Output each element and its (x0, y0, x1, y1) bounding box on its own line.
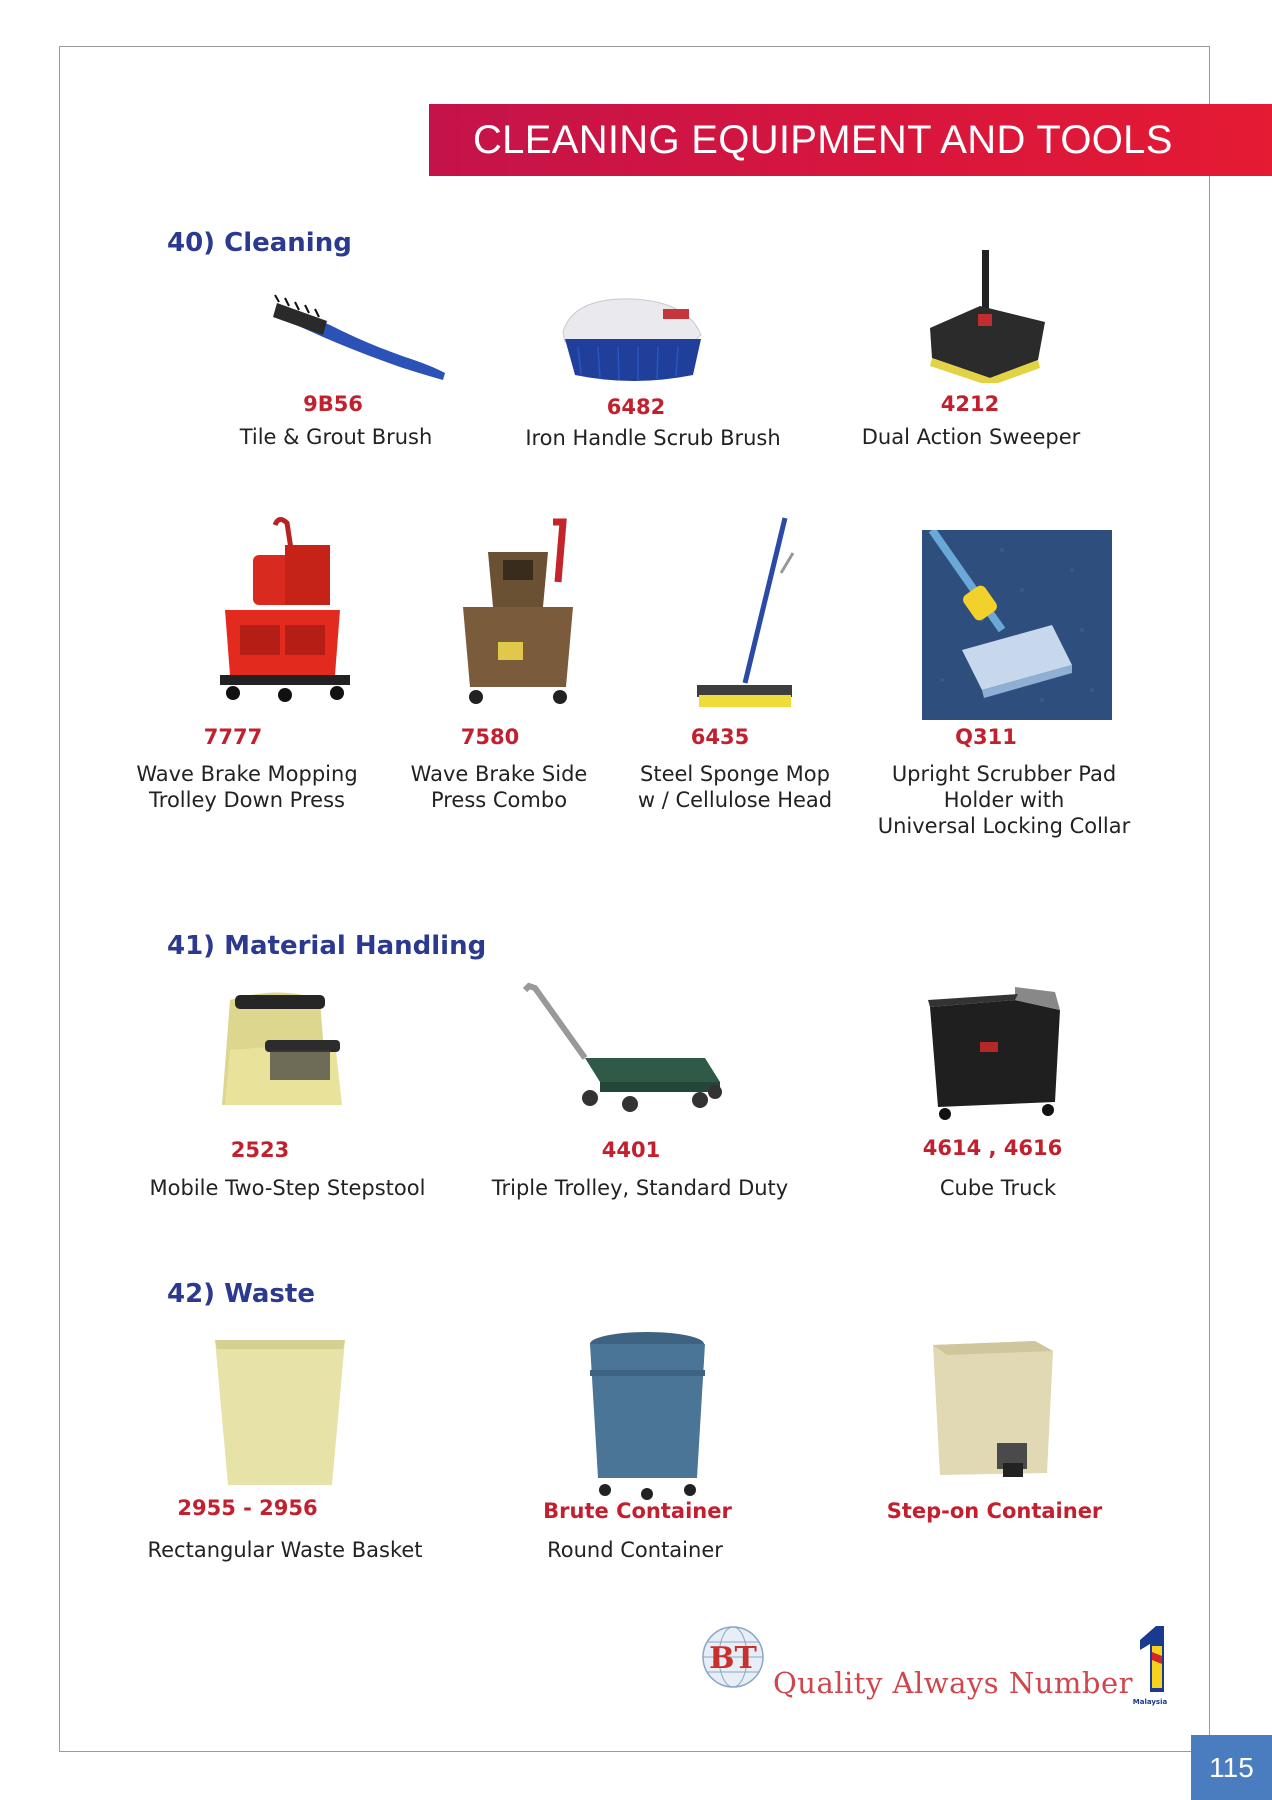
item-name-brute: Round Container (547, 1538, 723, 1562)
item-name-q311-line3: Universal Locking Collar (877, 814, 1131, 838)
round-container-icon (585, 1330, 710, 1500)
item-name-q311-line2: Holder with (943, 788, 1065, 812)
item-code-q311: Q311 (955, 725, 1017, 749)
item-name-6482: Iron Handle Scrub Brush (525, 426, 781, 450)
mop-trolley-icon (215, 515, 355, 705)
item-name-4401: Triple Trolley, Standard Duty (491, 1176, 789, 1200)
stepstool-icon (210, 980, 350, 1115)
page-number: 115 (1191, 1735, 1272, 1800)
item-name-2955: Rectangular Waste Basket (147, 1538, 423, 1562)
sponge-mop-icon (685, 513, 805, 713)
item-code-7580: 7580 (460, 725, 520, 749)
item-code-2523: 2523 (230, 1138, 290, 1162)
item-name-2523: Mobile Two-Step Stepstool (149, 1176, 426, 1200)
item-code-6482: 6482 (606, 395, 666, 419)
trolley-icon (515, 980, 725, 1120)
item-code-9b56: 9B56 (303, 392, 363, 416)
item-name-q311-line1: Upright Scrubber Pad (891, 762, 1117, 786)
item-name-7777-line2: Trolley Down Press (149, 788, 345, 812)
step-on-container-icon (925, 1333, 1060, 1493)
sweeper-icon (920, 248, 1055, 383)
item-code-6435: 6435 (690, 725, 750, 749)
item-code-4401: 4401 (601, 1138, 661, 1162)
malaysia-number-one-icon (1128, 1622, 1170, 1707)
grout-brush-icon (255, 285, 455, 390)
item-name-7580-line1: Wave Brake Side (410, 762, 588, 786)
item-code-7777: 7777 (203, 725, 263, 749)
item-name-7580-line2: Press Combo (430, 788, 568, 812)
waste-basket-icon (210, 1335, 350, 1490)
item-name-4614: Cube Truck (939, 1176, 1057, 1200)
item-name-4212: Dual Action Sweeper (861, 425, 1081, 449)
item-code-step-on: Step-on Container (886, 1499, 1103, 1523)
item-name-7777-line1: Wave Brake Mopping (136, 762, 358, 786)
item-name-6435-line1: Steel Sponge Mop (640, 762, 830, 786)
item-code-4614: 4614 , 4616 (922, 1136, 1063, 1160)
item-code-2955: 2955 - 2956 (177, 1496, 318, 1520)
badge-country: Malaysia (1132, 1698, 1168, 1706)
footer-tagline: Quality Always Number (773, 1666, 1134, 1700)
scrubber-pad-icon (922, 530, 1112, 720)
section-title-material-handling: 41) Material Handling (167, 931, 487, 961)
mop-bucket-icon (458, 512, 578, 712)
section-title-waste: 42) Waste (167, 1279, 315, 1309)
section-title-cleaning: 40) Cleaning (167, 228, 352, 258)
item-code-brute: Brute Container (543, 1499, 732, 1523)
scrub-brush-icon (553, 287, 713, 392)
item-code-4212: 4212 (940, 392, 1000, 416)
page-title-banner: CLEANING EQUIPMENT AND TOOLS (429, 104, 1272, 176)
company-logo-icon (698, 1622, 768, 1692)
logo-text: BT (709, 1641, 757, 1676)
cube-truck-icon (920, 982, 1070, 1127)
item-name-6435-line2: w / Cellulose Head (637, 788, 833, 812)
item-name-9b56: Tile & Grout Brush (239, 425, 433, 449)
